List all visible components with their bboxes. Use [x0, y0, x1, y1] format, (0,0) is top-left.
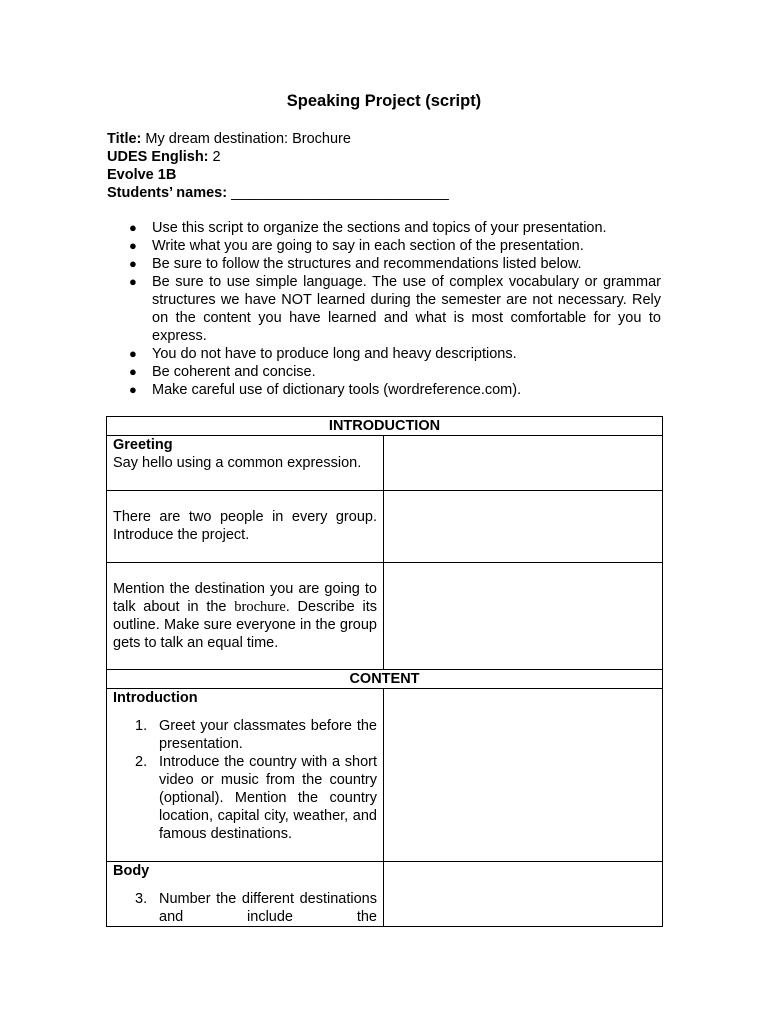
body-answer-cell[interactable] — [384, 862, 663, 927]
body-title: Body — [113, 863, 150, 879]
instruction-text: You do not have to produce long and heavy descriptions. — [152, 346, 517, 362]
destination-cell — [107, 563, 384, 670]
intro-cell — [107, 689, 384, 862]
instruction-text: Be coherent and concise. — [152, 364, 316, 380]
instruction-item — [107, 219, 661, 237]
body-cell — [107, 862, 384, 927]
bullet-icon: ● — [129, 256, 137, 271]
document-meta — [107, 130, 667, 202]
bullet-icon: ● — [129, 346, 137, 361]
meta-title-value: My dream destination: Brochure — [141, 131, 351, 147]
bullet-icon: ● — [129, 382, 137, 397]
destination-text-a: Mention the destination you are going to talk about in the — [113, 581, 377, 615]
meta-udes-label: UDES English: — [107, 149, 209, 165]
meta-udes-value: 2 — [208, 149, 221, 165]
intro-title: Introduction — [113, 690, 198, 706]
bullet-icon: ● — [129, 220, 137, 235]
instruction-item — [107, 237, 661, 255]
meta-students-line — [107, 184, 667, 202]
instruction-text: Write what you are going to say in each section of the presentation. — [152, 238, 584, 254]
table-row — [107, 417, 663, 436]
meta-evolve: Evolve 1B — [107, 167, 177, 183]
instruction-item — [107, 273, 661, 345]
introduction-header: INTRODUCTION — [107, 417, 663, 436]
bullet-icon: ● — [129, 364, 137, 379]
table-row — [107, 670, 663, 689]
instruction-item — [107, 255, 661, 273]
instruction-list — [107, 219, 661, 399]
instruction-text: Make careful use of dictionary tools (wordreference.com). — [152, 382, 522, 398]
step-text: Number the different destinations and include the — [159, 891, 377, 925]
greeting-text: Say hello using a common expression. — [113, 455, 362, 471]
step-text: Greet your classmates before the presentation. — [159, 718, 377, 752]
greeting-cell — [107, 436, 384, 491]
project-text: There are two people in every group. Introduce the project. — [113, 509, 377, 543]
greeting-answer-cell[interactable] — [384, 436, 663, 491]
step-number: 3. — [135, 891, 148, 907]
intro-answer-cell[interactable] — [384, 689, 663, 862]
instruction-text: Be sure to use simple language. The use of complex vocabulary or grammar structures we have NOT learned during the semester are not necessary. Rely on the content you have learned and what is most comfortable for you to express. — [152, 274, 661, 344]
step-number: 2. — [135, 754, 148, 770]
table-row — [107, 689, 663, 862]
greeting-title: Greeting — [113, 437, 173, 453]
content-header: CONTENT — [107, 670, 663, 689]
table-row — [107, 436, 663, 491]
script-table — [106, 416, 663, 927]
list-item — [113, 890, 377, 926]
meta-title-label: Title: — [107, 131, 142, 147]
instruction-text: Use this script to organize the sections and topics of your presentation. — [152, 220, 607, 236]
table-row — [107, 491, 663, 563]
meta-students-value: ___________________________ — [227, 185, 449, 201]
step-number: 1. — [135, 718, 148, 734]
project-cell — [107, 491, 384, 563]
body-steps — [113, 890, 377, 926]
instruction-item — [107, 381, 661, 399]
bullet-icon: ● — [129, 274, 137, 289]
list-item — [113, 753, 377, 843]
table-row — [107, 563, 663, 670]
document-title: Speaking Project (script) — [286, 92, 482, 110]
intro-steps — [113, 717, 377, 843]
instruction-item — [107, 363, 661, 381]
destination-text-b: . Describe its outline. Make sure everyone in the group gets to talk an equal time. — [113, 599, 377, 651]
table-row — [107, 862, 663, 927]
meta-title-line — [107, 130, 667, 148]
instruction-item — [107, 345, 661, 363]
destination-answer-cell[interactable] — [384, 563, 663, 670]
instruction-text: Be sure to follow the structures and recommendations listed below. — [152, 256, 582, 272]
destination-text-serif: brochure — [234, 599, 286, 615]
list-item — [113, 717, 377, 753]
meta-students-label: Students’ names: — [107, 185, 228, 201]
meta-udes-line — [107, 148, 667, 166]
project-answer-cell[interactable] — [384, 491, 663, 563]
step-text: Introduce the country with a short video or music from the country (optional). Mention the country location, capital city, weather, and famous destinations. — [159, 754, 377, 842]
bullet-icon: ● — [129, 238, 137, 253]
meta-evolve-line — [107, 166, 667, 184]
